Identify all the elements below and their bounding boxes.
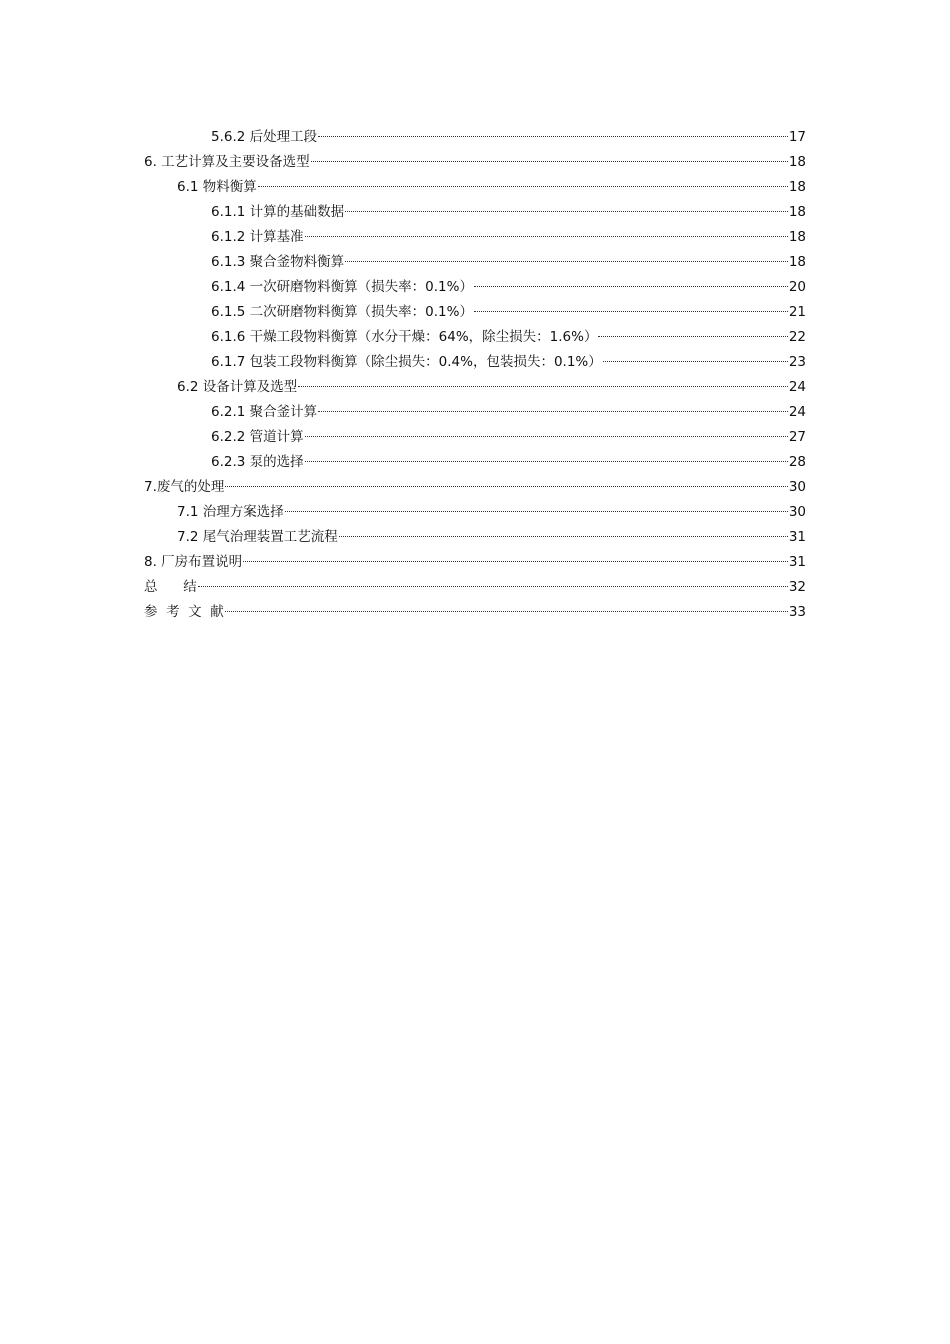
toc-entry-label: 7.1 治理方案选择 [177,504,284,520]
toc-entry-page: 30 [788,479,806,495]
toc-entry-label: 总 结 [144,579,197,595]
toc-entry-label: 6. 工艺计算及主要设备选型 [144,154,310,170]
toc-entry[interactable] [144,475,806,500]
toc-entry[interactable] [144,250,806,275]
toc-entry-page: 18 [788,179,806,195]
toc-entry-label: 8. 厂房布置说明 [144,554,243,570]
toc-entry[interactable] [144,300,806,325]
toc-entry-page: 24 [788,404,806,420]
toc-dot-leader [345,211,788,212]
toc-dot-leader [311,161,788,162]
toc-entry-label: 6.1.4 一次研磨物料衡算（损失率：0.1%） [211,279,473,295]
toc-entry[interactable] [144,425,806,450]
toc-dot-leader [225,486,787,487]
table-of-contents [144,125,806,625]
toc-dot-leader [318,136,788,137]
toc-dot-leader [345,261,788,262]
toc-dot-leader [258,186,788,187]
toc-entry-label: 6.1.1 计算的基础数据 [211,204,345,220]
toc-entry-label: 6.1.3 聚合釜物料衡算 [211,254,345,270]
toc-entry-label: 6.2.1 聚合釜计算 [211,404,318,420]
toc-entry-label: 6.2.2 管道计算 [211,429,304,445]
toc-entry-page: 31 [788,529,806,545]
toc-entry-label: 6.1.5 二次研磨物料衡算（损失率：0.1%） [211,304,473,320]
toc-dot-leader [243,561,788,562]
toc-entry-page: 27 [788,429,806,445]
toc-entry[interactable] [144,350,806,375]
toc-entry[interactable] [144,125,806,150]
toc-dot-leader [318,411,788,412]
toc-entry-label: 7.2 尾气治理装置工艺流程 [177,529,338,545]
toc-entry[interactable] [144,175,806,200]
toc-entry[interactable] [144,525,806,550]
toc-entry-page: 22 [788,329,806,345]
toc-entry-page: 18 [788,229,806,245]
toc-entry-page: 23 [788,354,806,370]
toc-dot-leader [198,586,788,587]
toc-entry-page: 18 [788,254,806,270]
toc-entry-page: 21 [788,304,806,320]
toc-dot-leader [285,511,788,512]
toc-dot-leader [474,311,788,312]
toc-entry-label: 7.废气的处理 [144,479,225,495]
toc-entry-page: 18 [788,204,806,220]
toc-entry-label: 6.1.2 计算基准 [211,229,304,245]
toc-dot-leader [474,286,788,287]
toc-entry-page: 28 [788,454,806,470]
toc-entry-label: 5.6.2 后处理工段 [211,129,318,145]
toc-entry-label: 6.2 设备计算及选型 [177,379,298,395]
toc-entry[interactable] [144,575,806,600]
toc-entry[interactable] [144,450,806,475]
toc-dot-leader [598,336,787,337]
toc-entry-label: 参 考 文 献 [144,604,224,620]
toc-entry[interactable] [144,600,806,625]
toc-entry[interactable] [144,225,806,250]
toc-entry[interactable] [144,275,806,300]
toc-entry-page: 17 [788,129,806,145]
toc-dot-leader [298,386,788,387]
toc-entry[interactable] [144,400,806,425]
toc-entry-page: 30 [788,504,806,520]
toc-dot-leader [603,361,788,362]
toc-entry[interactable] [144,150,806,175]
toc-dot-leader [305,436,788,437]
toc-entry-label: 6.2.3 泵的选择 [211,454,304,470]
toc-entry-label: 6.1.7 包装工段物料衡算（除尘损失：0.4%，包装损失：0.1%） [211,354,602,370]
toc-dot-leader [305,236,788,237]
toc-dot-leader [339,536,788,537]
toc-entry-page: 33 [788,604,806,620]
toc-entry[interactable] [144,325,806,350]
toc-entry-label: 6.1 物料衡算 [177,179,257,195]
toc-entry[interactable] [144,500,806,525]
toc-dot-leader [225,611,788,612]
toc-entry[interactable] [144,375,806,400]
toc-entry-label: 6.1.6 干燥工段物料衡算（水分干燥：64%，除尘损失：1.6%） [211,329,598,345]
toc-dot-leader [305,461,788,462]
toc-entry-page: 31 [788,554,806,570]
toc-entry-page: 20 [788,279,806,295]
toc-entry[interactable] [144,200,806,225]
toc-entry-page: 24 [788,379,806,395]
toc-entry-page: 32 [788,579,806,595]
toc-entry-page: 18 [788,154,806,170]
toc-entry[interactable] [144,550,806,575]
